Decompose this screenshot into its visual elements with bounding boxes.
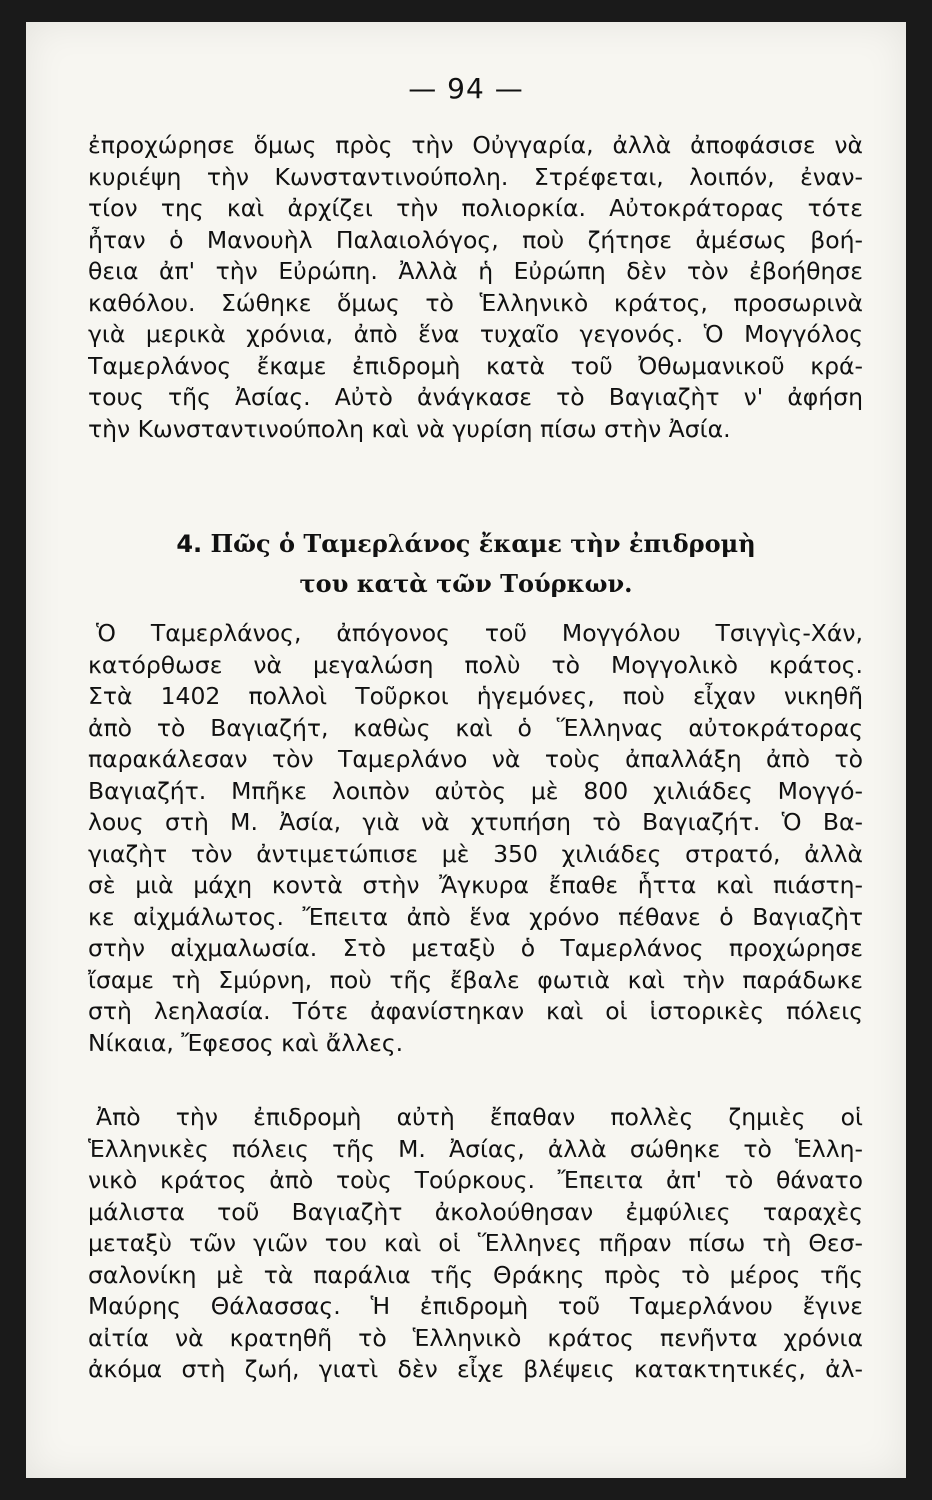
text-line: Ὁ Ταμερλάνος, ἀπόγονος τοῦ Μογγόλου Τσιγγὶς-Χάν, <box>96 619 863 647</box>
text-line: στὴν αἰχμαλωσία. Στὸ μεταξὺ ὁ Ταμερλάνος προχώρησε <box>88 934 863 962</box>
section-heading <box>26 524 906 564</box>
section-number: 4. <box>176 530 203 558</box>
text-line: σὲ μιὰ μάχη κοντὰ στὴν Ἄγκυρα ἔπαθε ἧττα καὶ πιάστη- <box>88 871 863 899</box>
text-line: θεια ἀπ' τὴν Εὐρώπη. Ἀλλὰ ἡ Εὐρώπη δὲν τὸν ἐβοήθησε <box>88 257 863 285</box>
text-line: γιὰ μερικὰ χρόνια, ἀπὸ ἕνα τυχαῖο γεγονός. Ὁ Μογγόλος <box>88 320 863 348</box>
text-line: ἦταν ὁ Μανουὴλ Παλαιολόγος, ποὺ ζήτησε ἀμέσως βοή- <box>88 225 863 254</box>
text-line: στὴ λεηλασία. Τότε ἀφανίστηκαν καὶ οἱ ἱστορικὲς πόλεις <box>88 997 863 1025</box>
text-line: Μαύρης Θάλασσας. Ἡ ἐπιδρομὴ τοῦ Ταμερλάνου ἔγινε <box>88 1292 863 1320</box>
text-line: Βαγιαζήτ. Μπῆκε λοιπὸν αὐτὸς μὲ 800 χιλιάδες Μογγό- <box>88 776 863 805</box>
text-line: γιαζὴτ τὸν ἀντιμετώπισε μὲ 350 χιλιάδες στρατό, ἀλλὰ <box>88 839 863 868</box>
text-line: τὴν Κωνσταντινούπολη καὶ νὰ γυρίση πίσω στὴν Ἀσία. <box>88 414 731 443</box>
page-number: — 94 — <box>408 72 524 105</box>
section-title-line-2: του κατὰ τῶν Τούρκων. <box>299 569 633 598</box>
book-page <box>26 22 906 1478</box>
text-line: Νίκαια, Ἔφεσος καὶ ἄλλες. <box>88 1028 404 1057</box>
text-line: μεταξὺ τῶν γιῶν του καὶ οἱ Ἕλληνες πῆραν πίσω τὴ Θεσ- <box>88 1229 863 1257</box>
paragraph-1 <box>88 130 863 445</box>
text-line: τίον της καὶ ἀρχίζει τὴν πολιορκία. Αὐτοκράτορας τότε <box>88 194 863 222</box>
text-line: σαλονίκη μὲ τὰ παράλια τῆς Θράκης πρὸς τὸ μέρος τῆς <box>88 1260 863 1289</box>
text-line: καθόλου. Σώθηκε ὅμως τὸ Ἑλληνικὸ κράτος, προσωρινὰ <box>88 288 863 317</box>
section-heading-continued <box>26 564 906 604</box>
text-line: Ταμερλάνος ἔκαμε ἐπιδρομὴ κατὰ τοῦ Ὀθωμανικοῦ κρά- <box>88 351 863 380</box>
section-title-line-1: Πῶς ὁ Ταμερλάνος ἔκαμε τὴν ἐπιδρομὴ <box>210 529 756 558</box>
text-line: κε αἰχμάλωτος. Ἔπειτα ἀπὸ ἕνα χρόνο πέθανε ὁ Βαγιαζὴτ <box>88 902 863 931</box>
paragraph-3 <box>88 1102 863 1386</box>
text-line: μάλιστα τοῦ Βαγιαζὴτ ἀκολούθησαν ἐμφύλιες ταραχὲς <box>88 1197 863 1226</box>
text-line: ἐπροχώρησε ὅμως πρὸς τὴν Οὐγγαρία, ἀλλὰ ἀποφάσισε νὰ <box>88 131 863 159</box>
text-line: Ἑλληνικὲς πόλεις τῆς Μ. Ἀσίας, ἀλλὰ σώθηκε τὸ Ἑλλη- <box>88 1134 863 1163</box>
text-line: Στὰ 1402 πολλοὶ Τοῦρκοι ἡγεμόνες, ποὺ εἶχαν νικηθῆ <box>88 682 863 710</box>
text-line: ἀκόμα στὴ ζωή, γιατὶ δὲν εἶχε βλέψεις κατακτητικές, ἀλ- <box>88 1355 863 1383</box>
text-line: αἰτία νὰ κρατηθῆ τὸ Ἑλληνικὸ κράτος πενῆντα χρόνια <box>88 1323 863 1352</box>
text-line: λους στὴ Μ. Ἀσία, γιὰ νὰ χτυπήση τὸ Βαγιαζήτ. Ὁ Βα- <box>88 808 863 836</box>
text-line: τους τῆς Ἀσίας. Αὐτὸ ἀνάγκασε τὸ Βαγιαζὴτ ν' ἀφήση <box>88 383 863 411</box>
text-line: νικὸ κράτος ἀπὸ τοὺς Τούρκους. Ἔπειτα ἀπ' τὸ θάνατο <box>88 1166 863 1194</box>
text-line: ἴσαμε τὴ Σμύρνη, ποὺ τῆς ἔβαλε φωτιὰ καὶ τὴν παράδωκε <box>88 965 863 994</box>
text-line: ἀπὸ τὸ Βαγιαζήτ, καθὼς καὶ ὁ Ἕλληνας αὐτοκράτορας <box>88 713 863 742</box>
text-line: παρακάλεσαν τὸν Ταμερλάνο νὰ τοὺς ἀπαλλάξη ἀπὸ τὸ <box>88 745 863 773</box>
text-line: Ἀπὸ τὴν ἐπιδρομὴ αὐτὴ ἔπαθαν πολλὲς ζημιὲς οἱ <box>96 1103 863 1131</box>
text-line: κατόρθωσε νὰ μεγαλώση πολὺ τὸ Μογγολικὸ κράτος. <box>88 650 863 679</box>
paragraph-2 <box>88 618 863 1059</box>
text-line: κυριέψη τὴν Κωνσταντινούπολη. Στρέφεται, λοιπόν, ἐναν- <box>88 162 863 191</box>
